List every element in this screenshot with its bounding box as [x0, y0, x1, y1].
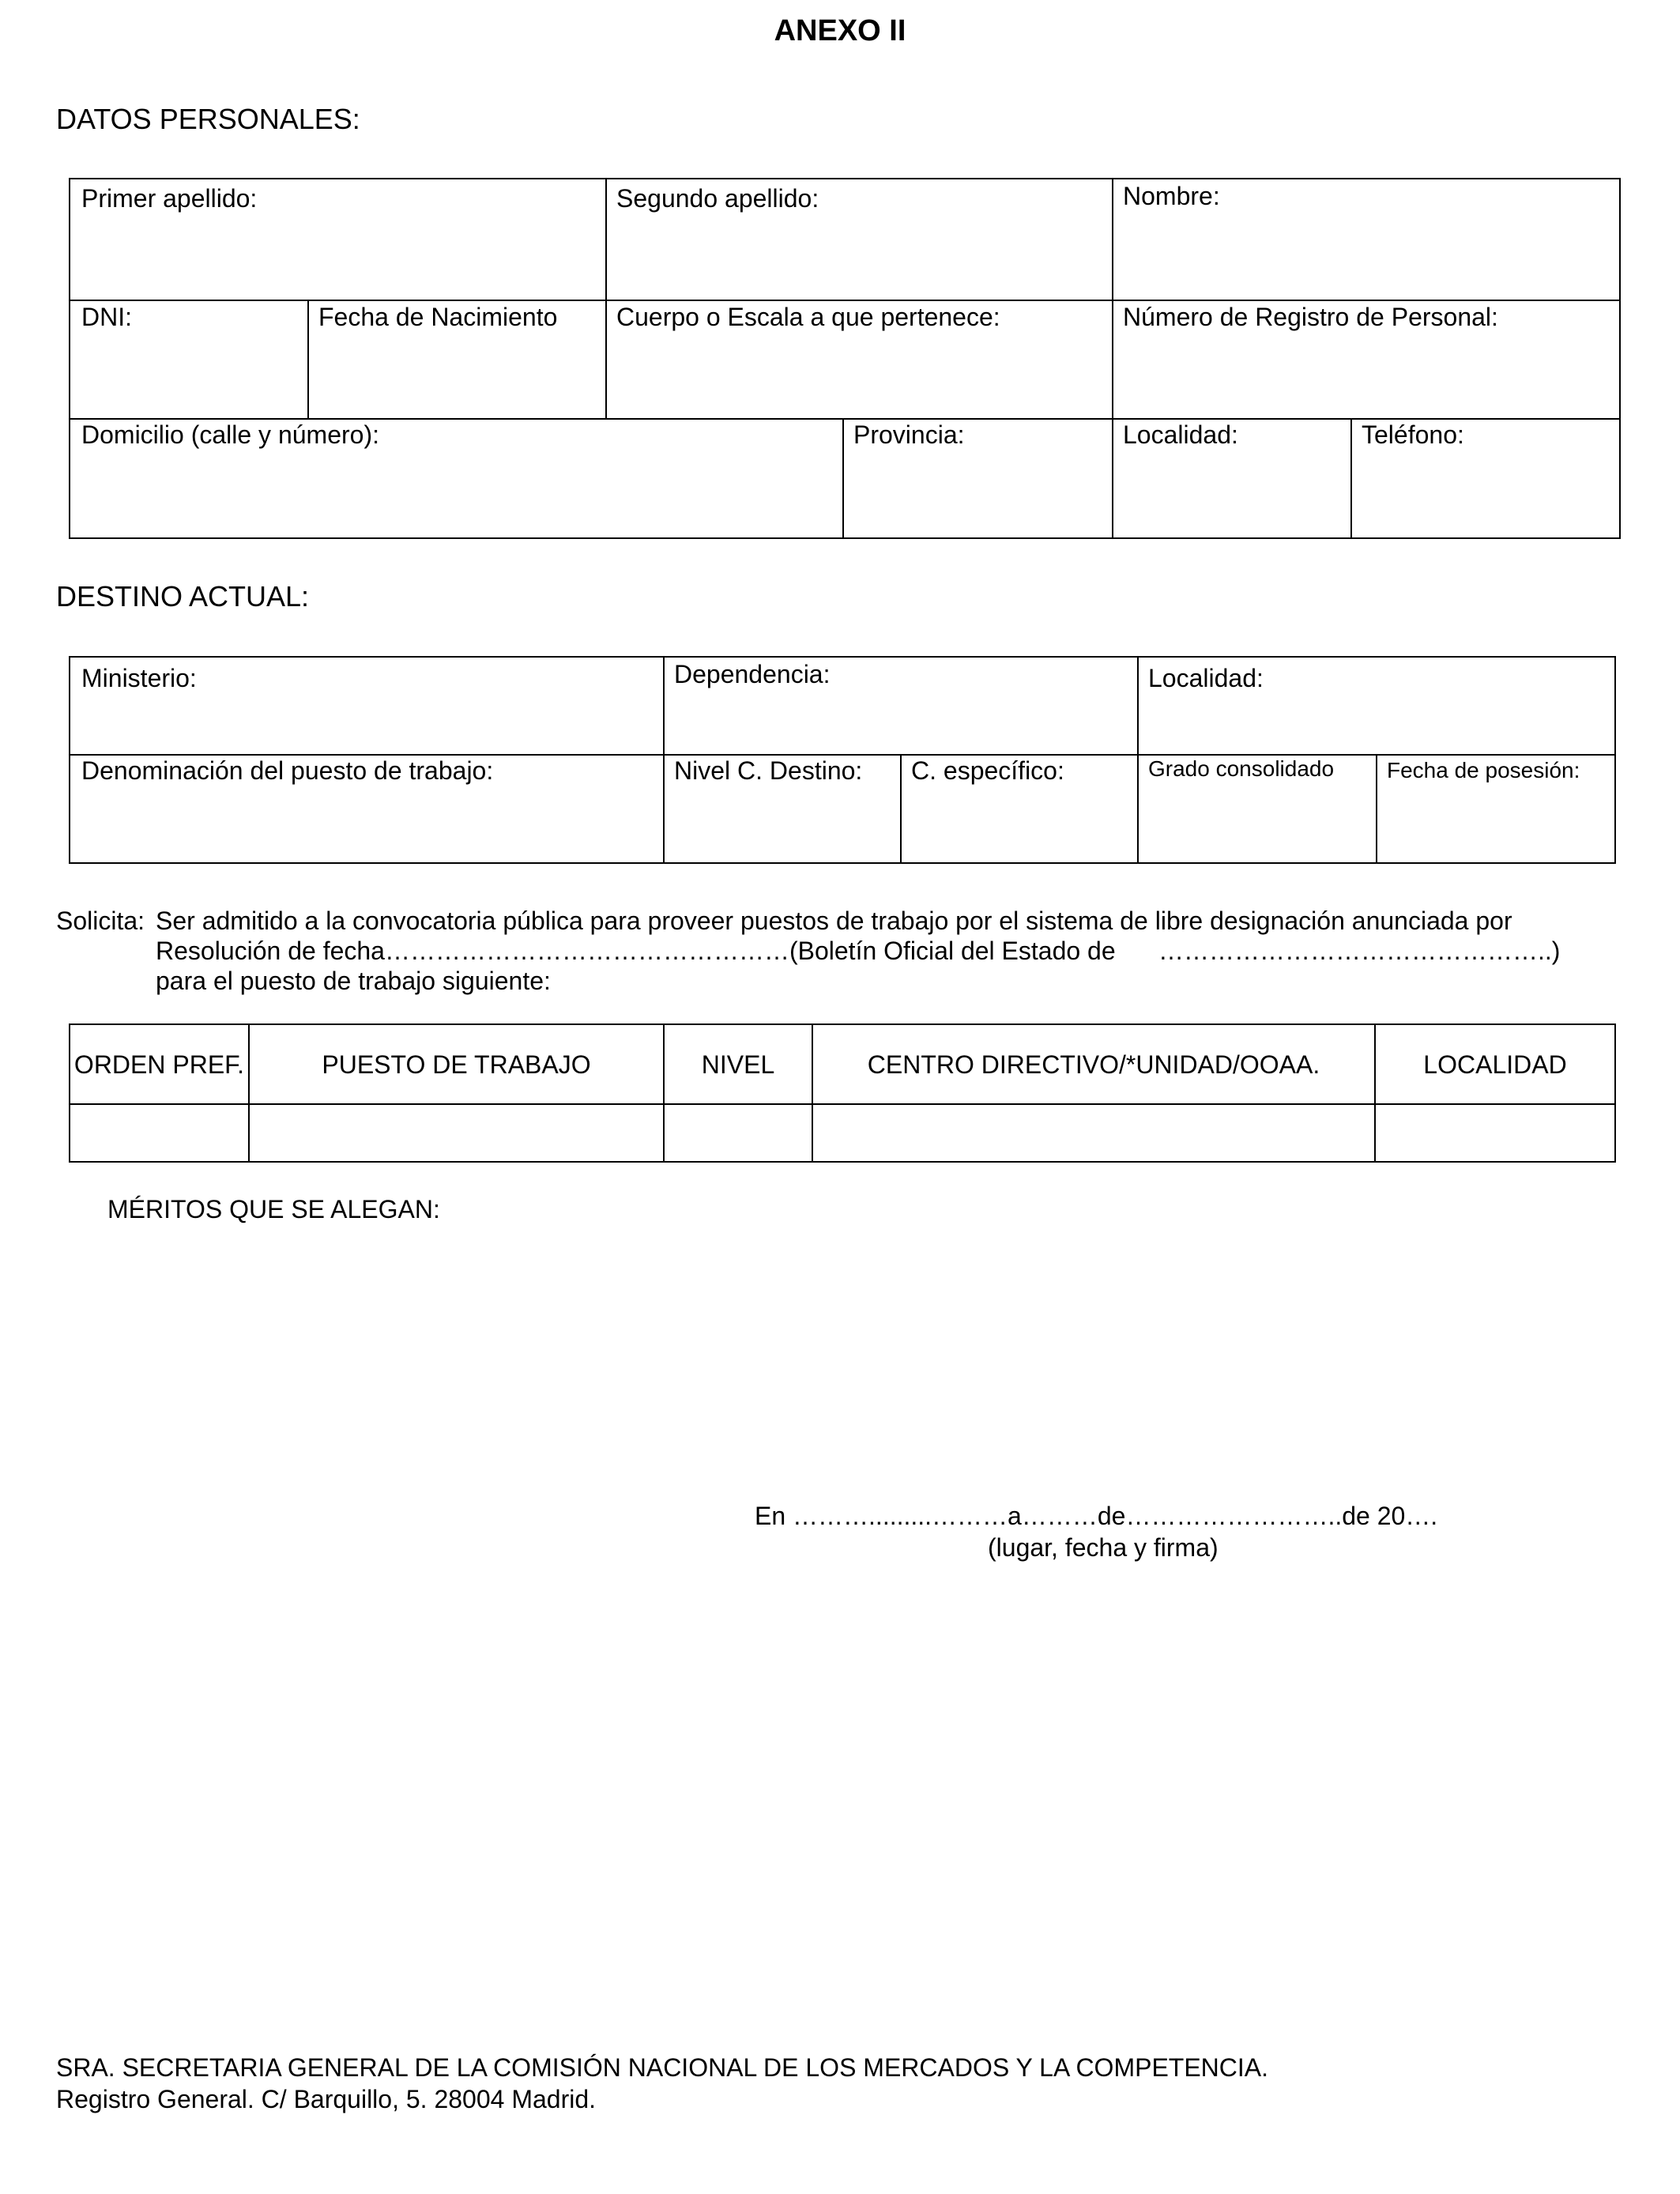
field-cuerpo-escala: Cuerpo o Escala a que pertenece:: [616, 303, 1000, 331]
table-header-puesto: PUESTO DE TRABAJO: [322, 1050, 591, 1079]
field-numero-registro: Número de Registro de Personal:: [1123, 303, 1498, 331]
solicita-line-3: para el puesto de trabajo siguiente:: [156, 967, 551, 995]
table-header-centro: CENTRO DIRECTIVO/*UNIDAD/OOAA.: [867, 1050, 1320, 1079]
field-localidad-destino: Localidad:: [1148, 664, 1264, 692]
field-localidad: Localidad:: [1123, 420, 1238, 449]
field-primer-apellido: Primer apellido:: [81, 184, 258, 213]
firma-caption: (lugar, fecha y firma): [988, 1533, 1219, 1562]
field-ministerio: Ministerio:: [81, 664, 197, 692]
footer-recipient: SRA. SECRETARIA GENERAL DE LA COMISIÓN NACIONAL DE LOS MERCADOS Y LA COMPETENCIA.: [56, 2053, 1269, 2082]
field-telefono: Teléfono:: [1362, 420, 1464, 449]
field-grado-consolidado: Grado consolidado: [1148, 756, 1335, 781]
table-header-localidad: LOCALIDAD: [1423, 1050, 1567, 1079]
meritos-label: MÉRITOS QUE SE ALEGAN:: [107, 1195, 440, 1223]
field-nombre: Nombre:: [1123, 182, 1220, 210]
page-title: ANEXO II: [774, 14, 906, 47]
field-dependencia: Dependencia:: [674, 660, 831, 688]
solicita-label: Solicita:: [56, 907, 145, 935]
solicita-line-2: Resolución de fecha…………………………………………(Boletín Oficial del Estado de: [156, 937, 1116, 965]
firma-line: En ……….........………a………de……………………..de 20….: [755, 1502, 1438, 1530]
field-domicilio: Domicilio (calle y número):: [81, 420, 379, 449]
field-provincia: Provincia:: [853, 420, 965, 449]
table-header-orden: ORDEN PREF.: [73, 1050, 245, 1079]
solicita-line-1: Ser admitido a la convocatoria pública para proveer puestos de trabajo por el sistema de libre designación anunciada por: [156, 907, 1512, 935]
section-destino-actual: DESTINO ACTUAL:: [56, 580, 310, 613]
field-especifico: C. específico:: [911, 756, 1064, 785]
field-denominacion: Denominación del puesto de trabajo:: [81, 756, 494, 785]
table-header-nivel: NIVEL: [701, 1050, 775, 1079]
section-datos-personales: DATOS PERSONALES:: [56, 103, 360, 135]
footer-address: Registro General. C/ Barquillo, 5. 28004 Madrid.: [56, 2085, 597, 2113]
field-segundo-apellido: Segundo apellido:: [616, 184, 819, 213]
destino-actual-table: [69, 656, 1616, 864]
field-nivel-destino: Nivel C. Destino:: [674, 756, 863, 785]
field-dni: DNI:: [81, 303, 132, 331]
solicita-line-2-end: ………………………………………..): [1158, 937, 1561, 965]
datos-personales-table: [69, 178, 1621, 539]
puestos-table: [69, 1023, 1616, 1163]
field-fecha-posesion: Fecha de posesión:: [1387, 758, 1580, 782]
field-fecha-nacimiento: Fecha de Nacimiento: [318, 303, 558, 331]
